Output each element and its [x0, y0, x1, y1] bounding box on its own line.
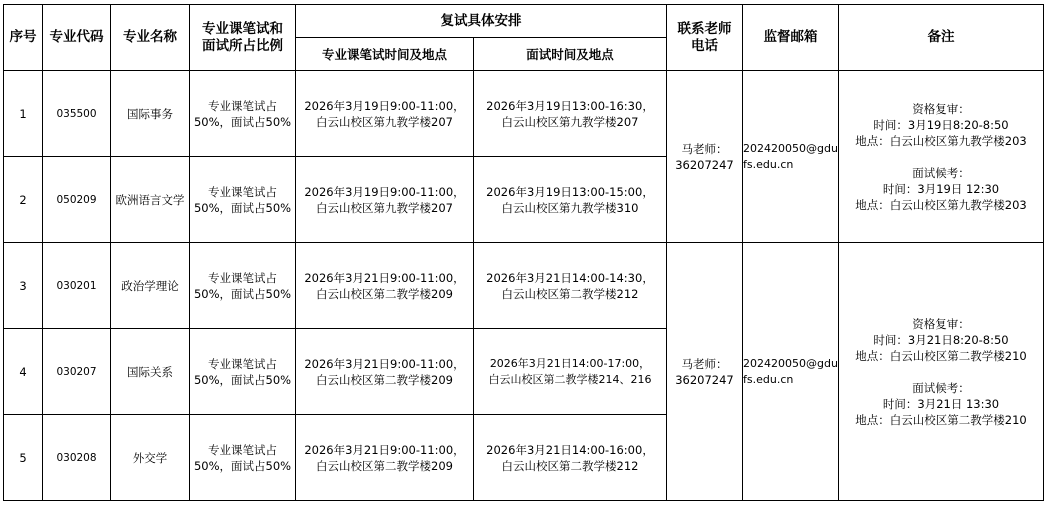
written-cell: 2026年3月19日9:00-11:00， 白云山校区第九教学楼207 — [296, 71, 474, 157]
code-cell: 030207 — [43, 329, 111, 415]
header-code: 专业代码 — [43, 5, 111, 71]
header-seq: 序号 — [4, 5, 43, 71]
ratio-cell: 专业课笔试占 50%，面试占50% — [190, 243, 296, 329]
interview-cell: 2026年3月19日13:00-15:00， 白云山校区第九教学楼310 — [474, 157, 667, 243]
contact-cell: 马老师： 36207247 — [667, 71, 743, 243]
seq-cell: 5 — [4, 415, 43, 501]
seq-cell: 4 — [4, 329, 43, 415]
interview-cell: 2026年3月21日14:00-16:00， 白云山校区第二教学楼212 — [474, 415, 667, 501]
interview-cell: 2026年3月21日14:00-14:30， 白云山校区第二教学楼212 — [474, 243, 667, 329]
name-cell: 国际事务 — [111, 71, 190, 157]
header-remarks: 备注 — [839, 5, 1044, 71]
header-contact: 联系老师 电话 — [667, 5, 743, 71]
written-cell: 2026年3月21日9:00-11:00， 白云山校区第二教学楼209 — [296, 415, 474, 501]
ratio-cell: 专业课笔试占 50%，面试占50% — [190, 157, 296, 243]
table-row — [4, 71, 1044, 157]
seq-cell: 3 — [4, 243, 43, 329]
retest-schedule-table — [3, 4, 1044, 501]
code-cell: 050209 — [43, 157, 111, 243]
header-written: 专业课笔试时间及地点 — [296, 38, 474, 71]
remarks-cell: 资格复审： 时间：3月19日8:20-8:50 地点：白云山校区第九教学楼203 面试候考： 时间：3月19日 12:30 地点：白云山校区第九教学楼203 — [839, 71, 1044, 243]
name-cell: 国际关系 — [111, 329, 190, 415]
header-row — [4, 5, 1044, 38]
ratio-cell: 专业课笔试占 50%，面试占50% — [190, 71, 296, 157]
header-arrangement: 复试具体安排 — [296, 5, 667, 38]
code-cell: 030201 — [43, 243, 111, 329]
header-email: 监督邮箱 — [743, 5, 839, 71]
written-cell: 2026年3月21日9:00-11:00， 白云山校区第二教学楼209 — [296, 329, 474, 415]
header-name: 专业名称 — [111, 5, 190, 71]
written-cell: 2026年3月19日9:00-11:00， 白云山校区第九教学楼207 — [296, 157, 474, 243]
code-cell: 030208 — [43, 415, 111, 501]
interview-cell: 2026年3月21日14:00-17:00， 白云山校区第二教学楼214、216 — [474, 329, 667, 415]
ratio-cell: 专业课笔试占 50%，面试占50% — [190, 415, 296, 501]
name-cell: 政治学理论 — [111, 243, 190, 329]
header-ratio: 专业课笔试和 面试所占比例 — [190, 5, 296, 71]
email-cell: 202420050@gdufs.edu.cn — [743, 71, 839, 243]
contact-cell: 马老师： 36207247 — [667, 243, 743, 501]
email-cell: 202420050@gdufs.edu.cn — [743, 243, 839, 501]
table-row — [4, 243, 1044, 329]
remarks-cell: 资格复审： 时间：3月21日8:20-8:50 地点：白云山校区第二教学楼210 面试候考： 时间：3月21日 13:30 地点：白云山校区第二教学楼210 — [839, 243, 1044, 501]
code-cell: 035500 — [43, 71, 111, 157]
interview-cell: 2026年3月19日13:00-16:30， 白云山校区第九教学楼207 — [474, 71, 667, 157]
seq-cell: 2 — [4, 157, 43, 243]
name-cell: 外交学 — [111, 415, 190, 501]
name-cell: 欧洲语言文学 — [111, 157, 190, 243]
seq-cell: 1 — [4, 71, 43, 157]
written-cell: 2026年3月21日9:00-11:00， 白云山校区第二教学楼209 — [296, 243, 474, 329]
ratio-cell: 专业课笔试占 50%，面试占50% — [190, 329, 296, 415]
header-interview: 面试时间及地点 — [474, 38, 667, 71]
